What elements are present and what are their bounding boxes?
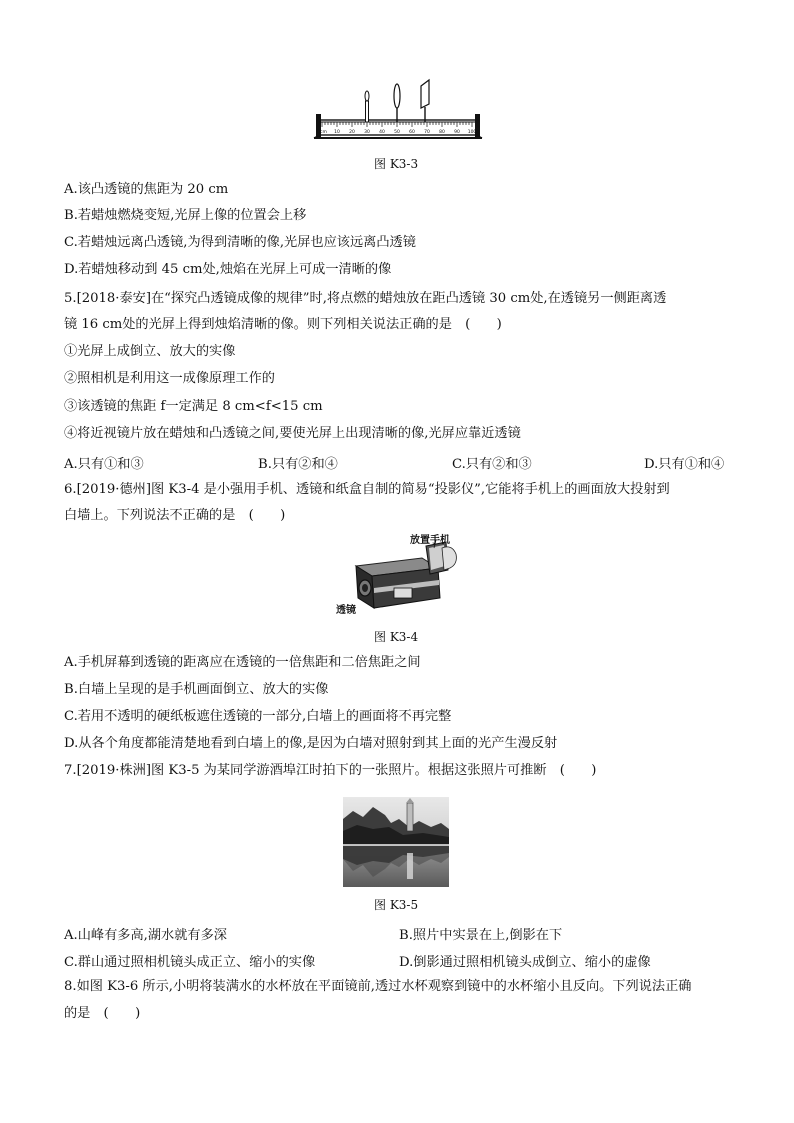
ruler-tick-label: 10 xyxy=(334,130,340,135)
figure-caption-k3-3: 图 K3-3 xyxy=(374,157,419,171)
ruler-tick-label: 30 xyxy=(364,130,370,135)
convex-lens xyxy=(394,84,400,122)
ruler-tick-label: 50 xyxy=(394,130,400,135)
q6-option-d: D.从各个角度都能清楚地看到白墙上的像,是因为白墙对照射到其上面的光产生漫反射 xyxy=(64,736,558,751)
q5-stem-line2: 镜 16 cm处的光屏上得到烛焰清晰的像。则下列相关说法正确的是 ( ) xyxy=(64,317,502,332)
ruler-tick-label: 40 xyxy=(379,130,385,135)
q7-option-c: C.群山通过照相机镜头成正立、缩小的实像 xyxy=(64,955,316,970)
ruler-tick-label: 20 xyxy=(349,130,355,135)
q5-stem-line1: 5.[2018·泰安]在“探究凸透镜成像的规律”时,将点燃的蜡烛放在距凸透镜 30 cm处,在透镜另一侧距离透 xyxy=(64,291,667,306)
figure-caption-k3-4: 图 K3-4 xyxy=(374,630,419,644)
q5-statement-1: ①光屏上成倒立、放大的实像 xyxy=(64,344,236,359)
q5-option-c: C.只有②和③ xyxy=(452,457,532,472)
q5-option-d: D.只有①和④ xyxy=(644,457,725,472)
q5-option-a: A.只有①和③ xyxy=(64,457,144,472)
q5-option-b: B.只有②和④ xyxy=(258,457,338,472)
ruler-tick-label: 90 xyxy=(454,130,460,135)
q4-option-b: B.若蜡烛燃烧变短,光屏上像的位置会上移 xyxy=(64,208,307,223)
ruler-tick-label: 80 xyxy=(439,130,445,135)
q7-option-a: A.山峰有多高,湖水就有多深 xyxy=(64,928,227,943)
figure-k3-4 xyxy=(334,528,464,620)
ruler-tick-label: 100 xyxy=(467,130,477,135)
ruler-tick-label: 0cm xyxy=(317,130,327,135)
q7-stem: 7.[2019·株洲]图 K3-5 为某同学游酒埠江时拍下的一张照片。根据这张照片可推断 ( ) xyxy=(64,763,597,778)
q5-statement-2: ②照相机是利用这一成像原理工作的 xyxy=(64,371,275,386)
ruler-tick-label: 70 xyxy=(424,130,430,135)
ruler-tick-label: 60 xyxy=(409,130,415,135)
mountain-reflection-photo xyxy=(343,797,449,887)
q5-statement-3: ③该透镜的焦距 f一定满足 8 cm<f<15 cm xyxy=(64,399,323,414)
q8-stem-line2: 的是 ( ) xyxy=(64,1006,141,1021)
q4-option-a: A.该凸透镜的焦距为 20 cm xyxy=(64,182,229,197)
q6-option-a: A.手机屏幕到透镜的距离应在透镜的一倍焦距和二倍焦距之间 xyxy=(64,655,421,670)
figure-k3-5 xyxy=(343,797,449,887)
q7-option-b: B.照片中实景在上,倒影在下 xyxy=(399,928,563,943)
candle xyxy=(365,91,369,122)
q6-stem-line1: 6.[2019·德州]图 K3-4 是小强用手机、透镜和纸盒自制的简易“投影仪”,它能将手机上的画面放大投射到 xyxy=(64,482,670,497)
label-lens: 透镜 xyxy=(336,605,356,616)
q6-option-c: C.若用不透明的硬纸板遮住透镜的一部分,白墙上的画面将不再完整 xyxy=(64,709,452,724)
figure-caption-k3-5: 图 K3-5 xyxy=(374,898,419,912)
label-place-phone: 放置手机 xyxy=(410,535,450,546)
optical-bench-diagram xyxy=(312,76,484,146)
q8-stem-line1: 8.如图 K3-6 所示,小明将装满水的水杯放在平面镜前,透过水杯观察到镜中的水杯缩小且反向。下列说法正确 xyxy=(64,979,692,994)
figure-k3-3 xyxy=(312,76,484,146)
q6-option-b: B.白墙上呈现的是手机画面倒立、放大的实像 xyxy=(64,682,329,697)
q4-option-c: C.若蜡烛远离凸透镜,为得到清晰的像,光屏也应该远离凸透镜 xyxy=(64,235,416,250)
light-screen xyxy=(421,80,429,122)
q4-option-d: D.若蜡烛移动到 45 cm处,烛焰在光屏上可成一清晰的像 xyxy=(64,262,392,277)
q6-stem-line2: 白墙上。下列说法不正确的是 ( ) xyxy=(64,508,286,523)
q5-statement-4: ④将近视镜片放在蜡烛和凸透镜之间,要使光屏上出现清晰的像,光屏应靠近透镜 xyxy=(64,426,521,441)
q7-option-d: D.倒影通过照相机镜头成倒立、缩小的虚像 xyxy=(399,955,651,970)
